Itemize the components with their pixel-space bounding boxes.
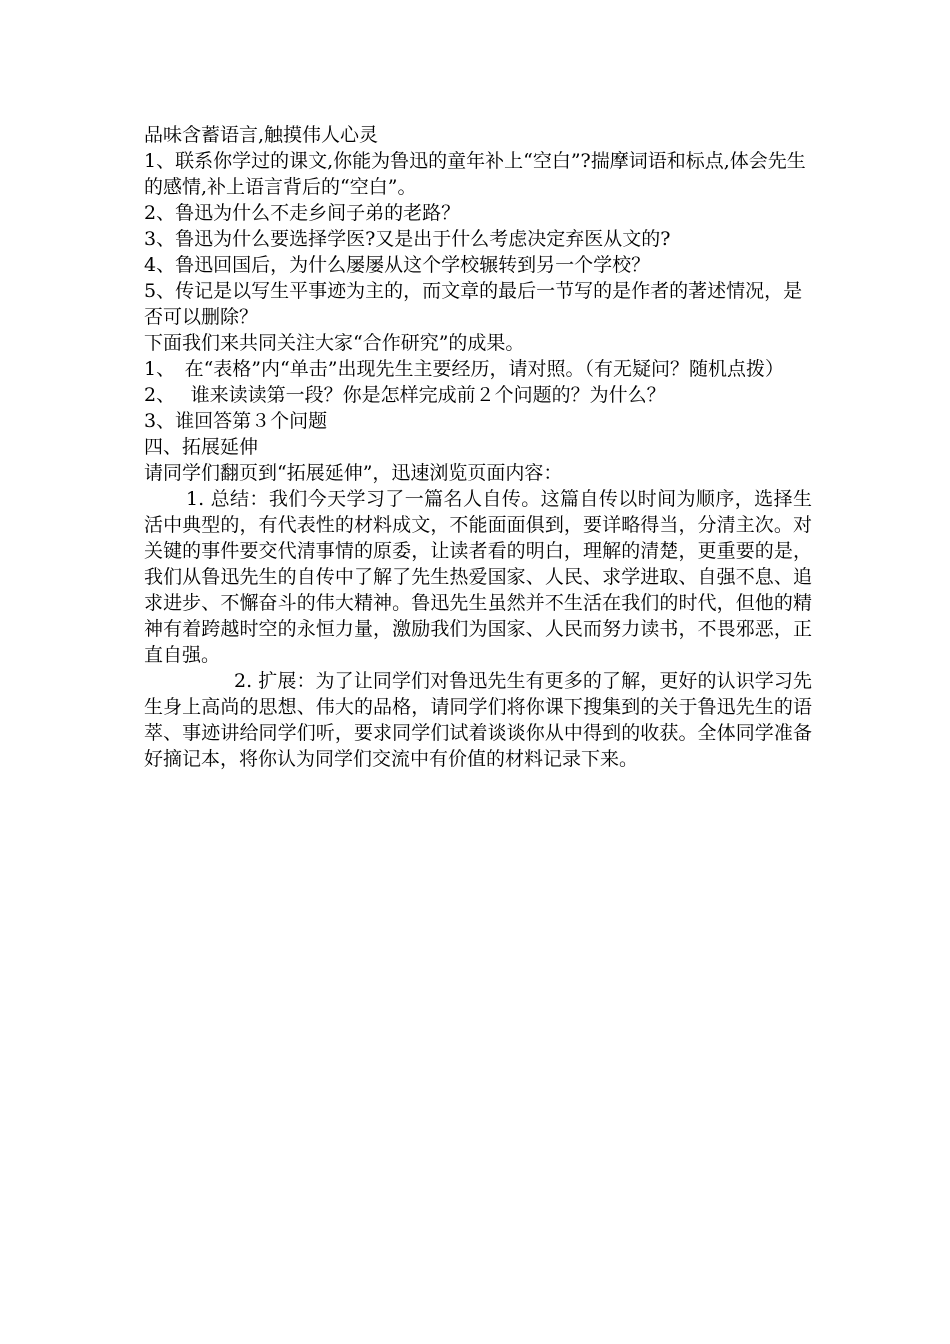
question-5: 5、传记是以写生平事迹为主的，而文章的最后一节写的是作者的著述情况，是否可以删除？ [144, 280, 803, 328]
document-title: 品味含蓄语言,触摸伟人心灵 [144, 124, 379, 146]
question-3: 3、鲁迅为什么要选择学医?又是出于什么考虑决定弃医从文的? [144, 228, 671, 250]
step-3: 3、谁回答第３个问题 [144, 410, 328, 432]
summary-paragraph: 1. 总结：我们今天学习了一篇名人自传。这篇自传以时间为顺序，选择生活中典型的，有代表性的材料成文，不能面面俱到，要详略得当，分清主次。对关键的事件要交代清事情的原委，让读者看的明白，理解的清楚，更重要的是，我们从鲁迅先生的自传中了解了先生热爱国家、人民、求学进取、自强不息、追求进步、不懈奋斗的伟大精神。鲁迅先生虽然并不生活在我们的时代，但他的精神有着跨越时空的永恒力量，激励我们为国家、人民而努力读书，不畏邪恶，正直自强。 [144, 488, 812, 666]
intro-line: 下面我们来共同关注大家“合作研究”的成果。 [144, 332, 525, 354]
question-1: 1、联系你学过的课文,你能为鲁迅的童年补上“空白”?揣摩词语和标点,体会先生的感情,补上语言背后的“空白”。 [144, 150, 806, 198]
section-heading: 四、拓展延伸 [144, 436, 259, 458]
instruction-line: 请同学们翻页到“拓展延伸”，迅速浏览页面内容： [144, 462, 563, 484]
step-1: 1、 在“表格”内“单击”出现先生主要经历，请对照。（有无疑问？随机点拨） [144, 358, 784, 380]
question-2: 2、鲁迅为什么不走乡间子弟的老路？ [144, 202, 461, 224]
document-page [144, 122, 812, 772]
step-2: 2、 谁来读读第一段？你是怎样完成前２个问题的？为什么？ [144, 384, 666, 406]
extension-paragraph: 2. 扩展：为了让同学们对鲁迅先生有更多的了解，更好的认识学习先生身上高尚的思想、伟大的品格，请同学们将你课下搜集到的关于鲁迅先生的语萃、事迹讲给同学们听，要求同学们试着谈谈你从中得到的收获。全体同学准备好摘记本，将你认为同学们交流中有价值的材料记录下来。 [144, 670, 812, 770]
question-4: 4、鲁迅回国后，为什么屡屡从这个学校辗转到另一个学校？ [144, 254, 651, 276]
